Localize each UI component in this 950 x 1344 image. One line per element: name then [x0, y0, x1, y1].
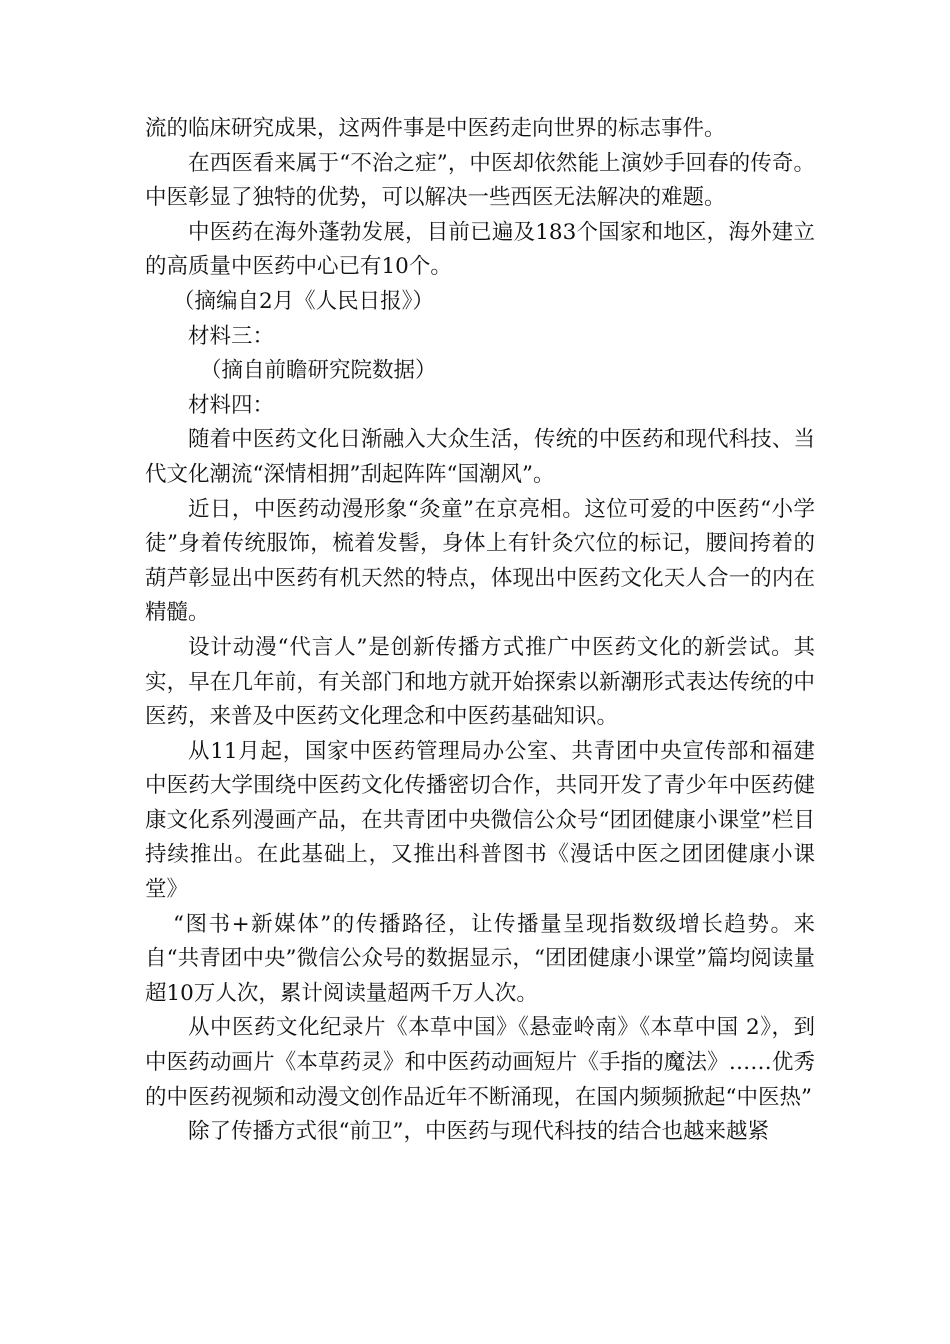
paragraph-continuation: 流的临床研究成果，这两件事是中医药走向世界的标志事件。	[145, 116, 726, 141]
paragraph-overseas-development: 中医药在海外蓬勃发展，目前已遍及183个国家和地区，海外建立的高质量中医药中心已有10个。	[145, 219, 815, 280]
paragraph-documentaries: 从中医药文化纪录片《本草中国》《悬壶岭南》《本草中国 2》，到中医药动画片《本草药灵》和中医药动画短片《手指的魔法》……优秀的中医药视频和动漫文创作品近年不断涌现，在国内频频掀起“中医热”	[145, 1015, 815, 1110]
paragraph-guochao-trend: 随着中医药文化日渐融入大众生活，传统的中医药和现代科技、当代文化潮流“深情相拥”刮起阵阵“国潮风”。	[145, 427, 815, 487]
source-note-peoples-daily: （摘编自2月《人民日报》）	[173, 288, 434, 314]
source-note-research-institute: （摘自前瞻研究院数据）	[200, 358, 437, 384]
material-three-heading: 材料三：	[188, 323, 275, 349]
document-page	[145, 112, 815, 1150]
paragraph-spokesperson: 设计动漫“代言人”是创新传播方式推广中医药文化的新尝试。其实，早在几年前，有关部门和地方就开始探索以新潮形式表达传统的中医药，来普及中医药文化理念和中医药基础知识。	[145, 634, 815, 730]
paragraph-anime-mascot: 近日，中医药动漫形象“灸童”在京亮相。这位可爱的中医药“小学徒”身着传统服饰，梳着发髻，身体上有针灸穴位的标记，腰间挎着的葫芦彰显出中医药有机天然的特点，体现出中医药文化天人合一的内在精髓。	[145, 496, 815, 626]
paragraph-comic-products: 从11月起，国家中医药管理局办公室、共青团中央宣传部和福建中医药大学围绕中医药文化传播密切合作，共同开发了青少年中医药健康文化系列漫画产品，在共青团中央微信公众号“团团健康小课堂”栏目持续推出。在此基础上，又推出科普图书《漫话中医之团团健康小课堂》	[145, 738, 815, 903]
paragraph-western-medicine: 在西医看来属于“不治之症”，中医却依然能上演妙手回春的传奇。中医彰显了独特的优势，可以解决一些西医无法解决的难题。	[145, 150, 815, 211]
paragraph-new-media: “图书+新媒体”的传播路径，让传播量呈现指数级增长趋势。来自“共青团中央”微信公众号的数据显示，“团团健康小课堂”篇均阅读量超10万人次，累计阅读量超两千万人次。	[145, 911, 815, 1006]
paragraph-modern-tech: 除了传播方式很“前卫”，中医药与现代科技的结合也越来越紧	[188, 1119, 769, 1145]
material-four-heading: 材料四：	[188, 392, 275, 418]
